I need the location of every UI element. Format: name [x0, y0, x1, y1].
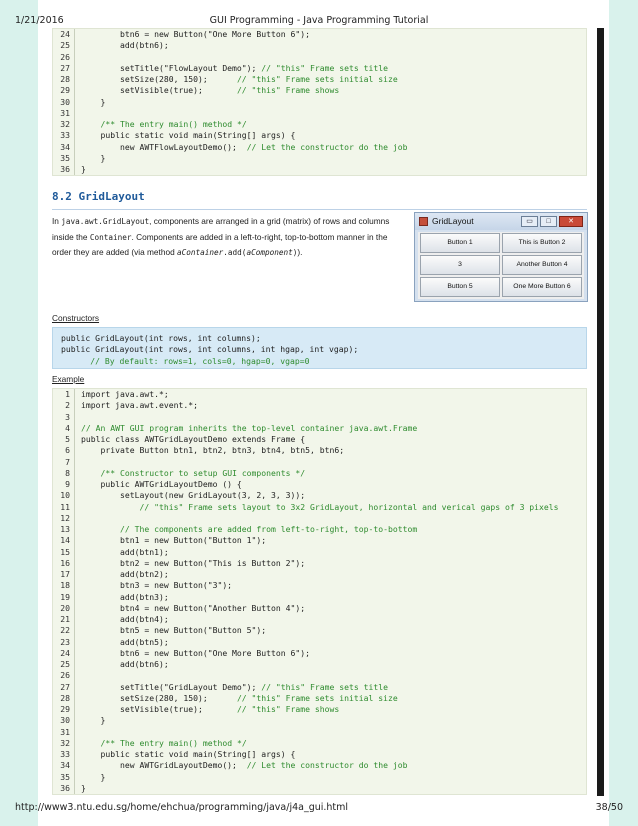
code-text: btn4 = new Button("Another Button 4"); — [81, 602, 306, 613]
line-number: 5 — [65, 434, 70, 444]
code-text: btn6 = new Button("One More Button 6"); — [81, 29, 311, 39]
code-line — [81, 63, 408, 74]
line-number: 27 — [60, 62, 70, 73]
code-line — [81, 760, 559, 771]
code-comment: /** The entry main() method */ — [100, 119, 247, 129]
line-number: 33 — [60, 749, 70, 759]
code-text: setTitle("GridLayout Demo"); — [81, 681, 262, 692]
code-text: add(btn1); — [81, 546, 169, 557]
code-line — [81, 119, 408, 130]
code-line — [81, 513, 559, 524]
line-number: 2 — [65, 400, 70, 411]
line-number: 28 — [60, 692, 70, 703]
line-number-gutter — [53, 389, 75, 794]
example-link[interactable]: Example — [52, 374, 85, 384]
code-line — [81, 727, 559, 738]
code-text: btn6 = new Button("One More Button 6"); — [81, 647, 311, 658]
line-number-gutter — [53, 29, 75, 175]
code-line — [81, 85, 408, 96]
code-text: btn2 = new Button("This is Button 2"); — [81, 557, 306, 568]
code-line — [81, 603, 559, 614]
code-line — [81, 648, 559, 659]
line-number: 25 — [60, 40, 70, 51]
code-text: public static void main(String[] args) { — [81, 749, 296, 759]
code-line — [81, 637, 559, 648]
code-line — [81, 502, 559, 513]
code-text: public class AWTGridLayoutDemo extends Frame { — [81, 434, 306, 444]
button-2[interactable]: This is Button 2 — [502, 233, 582, 253]
code-text: add(btn3); — [81, 591, 169, 602]
code-text: public GridLayout(int rows, int columns); — [61, 333, 261, 343]
line-number: 6 — [65, 445, 70, 456]
code-line — [81, 558, 559, 569]
code-comment: // "this" Frame sets initial size — [236, 74, 398, 84]
line-number: 36 — [60, 164, 70, 174]
code-line — [81, 389, 559, 400]
code-text: add(btn6); — [81, 40, 169, 51]
line-number: 16 — [60, 557, 70, 568]
code-text: new AWTGridLayoutDemo(); — [81, 760, 247, 771]
code-line — [81, 142, 408, 153]
print-title: GUI Programming - Java Programming Tutorial — [209, 15, 429, 26]
section-heading — [52, 190, 587, 208]
code-line — [81, 704, 559, 715]
constructor-line — [61, 344, 586, 355]
code-text: add(btn5); — [81, 636, 169, 647]
line-number: 36 — [60, 782, 70, 793]
gridlayout-demo-window — [414, 212, 588, 302]
code-line — [81, 580, 559, 591]
line-number: 7 — [65, 456, 70, 467]
code-line — [81, 153, 408, 164]
button-3[interactable]: 3 — [420, 255, 500, 275]
code-line — [81, 547, 559, 558]
window-client-area — [418, 232, 584, 299]
line-number: 30 — [60, 715, 70, 726]
code-text — [81, 524, 120, 534]
code-comment: // "this" Frame sets layout to 3x2 GridLayout, horizontal and verical gaps of 3 pixels — [139, 501, 559, 512]
code-text: new AWTFlowLayoutDemo(); — [81, 141, 247, 152]
code-line — [81, 682, 559, 693]
button-6[interactable]: One More Button 6 — [502, 277, 582, 297]
line-number: 3 — [65, 411, 70, 422]
para-code: Container — [89, 232, 132, 242]
section-title: GridLayout — [78, 190, 145, 203]
code-text: add(btn2); — [81, 569, 169, 579]
button-1[interactable]: Button 1 — [420, 233, 500, 253]
window-title: GridLayout — [432, 216, 474, 226]
line-number: 25 — [60, 659, 70, 669]
code-line — [81, 772, 559, 783]
right-page-rule — [597, 28, 604, 796]
code-text — [81, 468, 101, 478]
print-date: 1/21/2016 — [15, 15, 64, 26]
line-number: 23 — [60, 636, 70, 647]
para-code-italic: aContainer — [177, 248, 224, 257]
line-number: 30 — [60, 96, 70, 107]
para-text: ). — [297, 247, 303, 257]
code-line — [81, 412, 559, 423]
code-line — [81, 783, 559, 794]
code-text: setVisible(true); — [81, 85, 237, 96]
code-line — [81, 445, 559, 456]
code-comment: // The components are added from left-to-right, top-to-bottom — [119, 524, 418, 534]
code-text: private Button btn1, btn2, btn3, btn4, btn5, btn6; — [81, 445, 345, 456]
code-line — [81, 535, 559, 546]
line-number: 17 — [60, 569, 70, 579]
constructor-line — [61, 356, 586, 367]
code-line — [81, 715, 559, 726]
section-divider — [52, 209, 587, 210]
button-4[interactable]: Another Button 4 — [502, 255, 582, 275]
window-title-bar[interactable] — [415, 213, 587, 230]
code-line — [81, 400, 559, 411]
line-number: 27 — [60, 681, 70, 692]
line-number: 32 — [60, 737, 70, 748]
example-code-block — [52, 388, 587, 795]
code-text: setTitle("FlowLayout Demo"); — [81, 62, 262, 73]
code-line — [81, 749, 559, 760]
line-number: 33 — [60, 130, 70, 141]
line-number: 9 — [65, 479, 70, 489]
line-number: 10 — [60, 490, 70, 501]
code-comment: // By default: rows=1, cols=0, hgap=0, vgap=0 — [90, 355, 310, 366]
print-url: http://www3.ntu.edu.sg/home/ehchua/programming/java/j4a_gui.html — [15, 802, 349, 813]
para-code: .add( — [223, 248, 247, 257]
code-comment: // "this" Frame sets title — [261, 62, 388, 73]
para-text: , components are arranged in a grid (matrix) of rows and columns inside the — [52, 216, 390, 242]
line-number: 31 — [60, 726, 70, 737]
section-number: 8.2 — [52, 190, 72, 203]
line-number: 29 — [60, 85, 70, 96]
code-text: } — [81, 152, 106, 163]
line-number: 29 — [60, 704, 70, 714]
para-code-italic: aComponent — [246, 248, 293, 257]
code-line — [81, 693, 559, 704]
code-line — [81, 479, 559, 490]
code-line — [81, 40, 408, 51]
code-line — [81, 524, 559, 535]
code-comment: /** Constructor to setup GUI components */ — [100, 467, 306, 478]
code-text: btn1 = new Button("Button 1"); — [81, 535, 267, 546]
line-number: 34 — [60, 760, 70, 771]
code-text — [81, 502, 139, 512]
line-number: 15 — [60, 546, 70, 557]
line-number: 32 — [60, 119, 70, 129]
close-icon[interactable]: ✕ — [559, 216, 583, 227]
line-number: 31 — [60, 107, 70, 118]
line-number: 22 — [60, 625, 70, 636]
code-line — [81, 130, 408, 141]
code-comment: // Let the constructor do the job — [246, 760, 408, 771]
code-line — [81, 164, 408, 175]
code-line — [81, 569, 559, 580]
code-text — [81, 119, 101, 129]
line-number: 35 — [60, 152, 70, 163]
code-line — [81, 738, 559, 749]
code-text: btn3 = new Button("3"); — [81, 580, 233, 591]
para-text: . Components are added in a left-to-right, top-to-bottom manner in the order they are added (via method — [52, 231, 388, 257]
code-line — [81, 29, 408, 40]
code-comment: // "this" Frame sets initial size — [236, 692, 398, 703]
page-number: 38/50 — [595, 802, 623, 813]
code-text — [61, 356, 90, 366]
code-lines — [75, 389, 559, 794]
code-text: import java.awt.event.*; — [81, 400, 198, 411]
code-line — [81, 457, 559, 468]
line-number: 19 — [60, 591, 70, 602]
code-line — [81, 97, 408, 108]
code-text: } — [81, 771, 106, 782]
constructor-line — [61, 333, 586, 344]
line-number: 1 — [65, 389, 70, 399]
java-app-icon — [419, 217, 428, 226]
code-text: add(btn4); — [81, 614, 169, 624]
code-line — [81, 670, 559, 681]
line-number: 26 — [60, 670, 70, 681]
line-number: 4 — [65, 422, 70, 433]
code-text: } — [81, 715, 106, 726]
code-text: public GridLayout(int rows, int columns, int hgap, int vgap); — [61, 344, 359, 355]
left-margin-band — [0, 0, 38, 826]
code-text: } — [81, 782, 86, 793]
line-number: 26 — [60, 51, 70, 62]
code-comment: /** The entry main() method */ — [100, 737, 247, 748]
code-lines — [75, 29, 408, 175]
line-number: 24 — [60, 29, 70, 39]
para-code: java.awt.GridLayout — [61, 217, 150, 226]
constructors-link[interactable]: Constructors — [52, 313, 100, 323]
gridlayout-description — [52, 214, 407, 261]
code-text: public AWTGridLayoutDemo () { — [81, 479, 242, 489]
code-line — [81, 434, 559, 445]
code-line — [81, 490, 559, 501]
code-text: btn5 = new Button("Button 5"); — [81, 625, 267, 636]
code-line — [81, 468, 559, 479]
code-text: } — [81, 164, 86, 174]
line-number: 21 — [60, 614, 70, 624]
code-line — [81, 614, 559, 625]
code-text: setVisible(true); — [81, 704, 237, 714]
code-comment: // Let the constructor do the job — [246, 141, 408, 152]
code-comment: // An AWT GUI program inherits the top-level container java.awt.Frame — [81, 422, 418, 433]
line-number: 20 — [60, 602, 70, 613]
code-comment: // "this" Frame shows — [236, 704, 340, 714]
code-text: setLayout(new GridLayout(3, 2, 3, 3)); — [81, 490, 306, 501]
line-number: 24 — [60, 647, 70, 658]
code-comment: // "this" Frame shows — [236, 85, 340, 96]
code-line — [81, 52, 408, 63]
print-footer — [0, 802, 638, 816]
code-text — [81, 738, 101, 748]
constructors-code-block — [52, 327, 587, 369]
line-number: 14 — [60, 535, 70, 546]
line-number: 35 — [60, 771, 70, 782]
code-text: } — [81, 96, 106, 107]
code-text: setSize(280, 150); — [81, 692, 237, 703]
code-text: setSize(280, 150); — [81, 74, 237, 84]
code-line — [81, 423, 559, 434]
code-line — [81, 74, 408, 85]
code-line — [81, 592, 559, 603]
para-code: ) — [292, 248, 298, 257]
para-text: In — [52, 216, 62, 226]
maximize-icon[interactable]: □ — [540, 216, 557, 227]
line-number: 28 — [60, 74, 70, 84]
line-number: 13 — [60, 524, 70, 534]
line-number: 18 — [60, 580, 70, 591]
right-margin-band — [609, 0, 638, 826]
code-text: add(btn6); — [81, 659, 169, 669]
line-number: 34 — [60, 141, 70, 152]
code-line — [81, 659, 559, 670]
line-number: 8 — [65, 467, 70, 478]
minimize-icon[interactable]: ▭ — [521, 216, 538, 227]
code-line — [81, 625, 559, 636]
line-number: 11 — [60, 501, 70, 512]
button-5[interactable]: Button 5 — [420, 277, 500, 297]
print-header — [0, 15, 638, 29]
code-text: import java.awt.*; — [81, 389, 169, 399]
code-line — [81, 108, 408, 119]
line-number: 12 — [60, 512, 70, 523]
top-code-block — [52, 28, 587, 176]
code-text: public static void main(String[] args) { — [81, 130, 296, 141]
code-comment: // "this" Frame sets title — [261, 681, 388, 692]
